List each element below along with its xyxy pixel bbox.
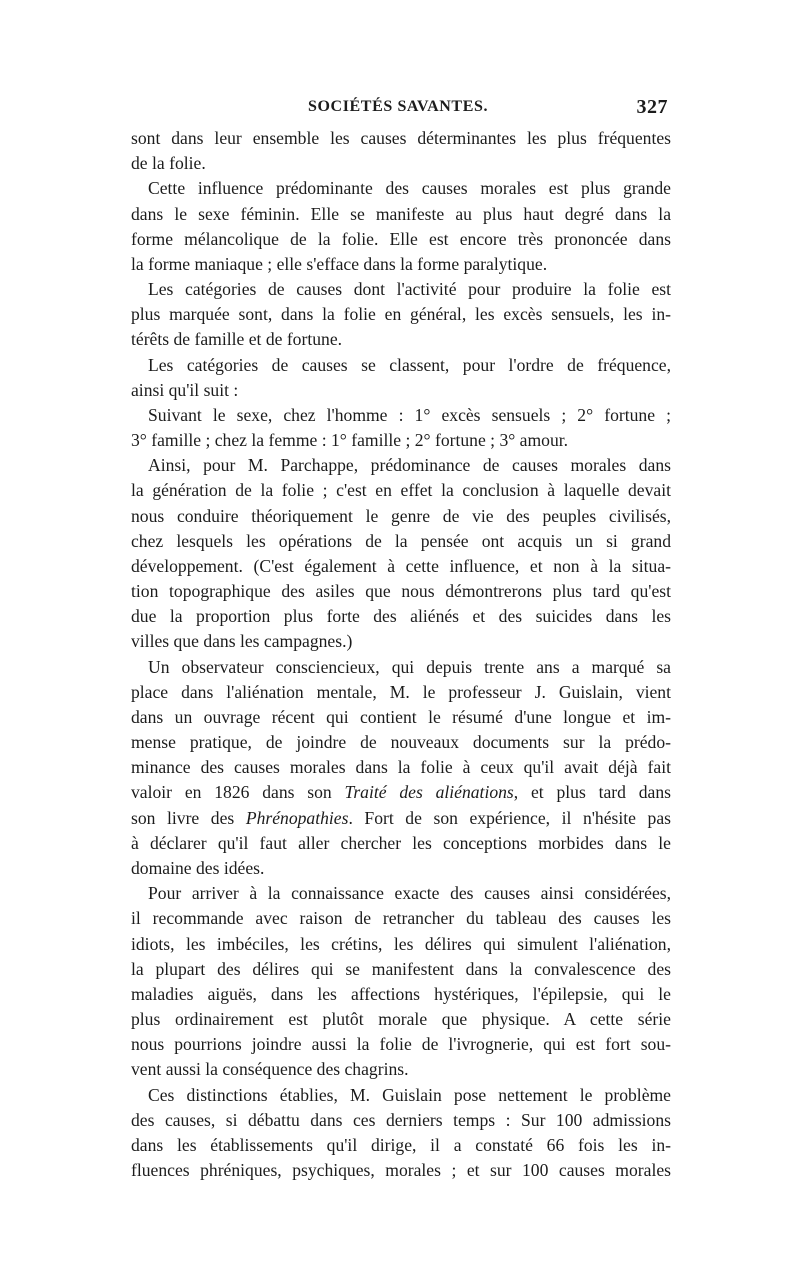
page-number: 327 [636, 96, 668, 118]
text-line: valoir en 1826 dans son Traité des aliénations, et plus tard dans [131, 782, 671, 803]
text-line: plus ordinairement est plutôt morale que physique. A cette série [131, 1009, 671, 1030]
text-line: la forme maniaque ; elle s'efface dans la forme paralytique. [131, 253, 548, 274]
running-head [130, 96, 670, 120]
text-line: dans un ouvrage récent qui contient le résumé d'une longue et im- [131, 706, 671, 727]
text-line: Ces distinctions établies, M. Guislain pose nettement le problème [148, 1084, 671, 1105]
body-text [131, 126, 671, 1183]
text-line: tion topographique des asiles que nous démontrerons plus tard qu'est [131, 581, 671, 602]
text-line: Un observateur consciencieux, qui depuis trente ans a marqué sa [148, 656, 671, 677]
text-line: plus marquée sont, dans la folie en général, les excès sensuels, les in- [131, 304, 671, 325]
text-line: développement. (C'est également à cette influence, et non à la situa- [131, 555, 671, 576]
text-line: nous pourrions joindre aussi la folie de l'ivrognerie, qui est fort sou- [131, 1034, 671, 1055]
italic-title: Phrénopathies [245, 807, 349, 828]
text-line: Pour arriver à la connaissance exacte des causes ainsi considérées, [148, 883, 671, 904]
text-line: minance des causes morales dans la folie à ceux qu'il avait déjà fait [131, 757, 671, 778]
text-line: la plupart des délires qui se manifestent dans la convalescence des [131, 958, 671, 979]
text-line: térêts de famille et de fortune. [131, 329, 343, 350]
text-line: Ainsi, pour M. Parchappe, prédominance de causes morales dans [148, 455, 671, 476]
text-line: chez lesquels les opérations de la pensée ont acquis un si grand [131, 530, 671, 551]
text-line: il recommande avec raison de retrancher du tableau des causes les [131, 908, 671, 929]
text-line: idiots, les imbéciles, les crétins, les délires qui simulent l'aliénation, [131, 933, 671, 954]
text-line: dans les établissements qu'il dirige, il a constaté 66 fois les in- [131, 1134, 671, 1155]
text-line: domaine des idées. [131, 857, 265, 878]
text-line: Suivant le sexe, chez l'homme : 1° excès sensuels ; 2° fortune ; [148, 404, 671, 425]
text-line: des causes, si débattu dans ces derniers temps : Sur 100 admissions [131, 1109, 671, 1130]
text-line: Les catégories de causes dont l'activité pour produire la folie est [148, 279, 671, 300]
text-line: fluences phréniques, psychiques, morales ; et sur 100 causes morales [131, 1160, 671, 1181]
text-line: 3° famille ; chez la femme : 1° famille ; 2° fortune ; 3° amour. [131, 430, 569, 451]
italic-title: Traité des aliénations [344, 782, 514, 803]
text-line: sont dans leur ensemble les causes déterminantes les plus fréquentes [131, 128, 671, 148]
text-line: mense pratique, de joindre de nouveaux documents sur la prédo- [131, 732, 671, 753]
text-line: nous conduire théoriquement le genre de vie des peuples civilisés, [131, 505, 671, 526]
text-line: ainsi qu'il suit : [131, 379, 239, 400]
text-line: due la proportion plus forte des aliénés et des suicides dans les [131, 606, 671, 627]
text-line: place dans l'aliénation mentale, M. le professeur J. Guislain, vient [131, 681, 671, 702]
text-line: villes que dans les campagnes.) [131, 631, 353, 652]
text-line: Cette influence prédominante des causes morales est plus grande [148, 178, 671, 199]
text-line: maladies aiguës, dans les affections hystériques, l'épilepsie, qui le [131, 983, 671, 1004]
text-line: forme mélancolique de la folie. Elle est encore très prononcée dans [131, 228, 671, 249]
text-line: la génération de la folie ; c'est en effet la conclusion à laquelle devait [131, 480, 671, 501]
running-title: SOCIÉTÉS SAVANTES. [308, 98, 489, 115]
text-line: à déclarer qu'il faut aller chercher les conceptions morbides dans le [131, 832, 671, 853]
text-line: son livre des Phrénopathies. Fort de son expérience, il n'hésite pas [131, 807, 671, 828]
text-line: Les catégories de causes se classent, pour l'ordre de fréquence, [148, 354, 671, 375]
text-line: vent aussi la conséquence des chagrins. [131, 1059, 409, 1080]
text-line: de la folie. [131, 153, 206, 174]
text-line: dans le sexe féminin. Elle se manifeste au plus haut degré dans la [131, 203, 671, 224]
